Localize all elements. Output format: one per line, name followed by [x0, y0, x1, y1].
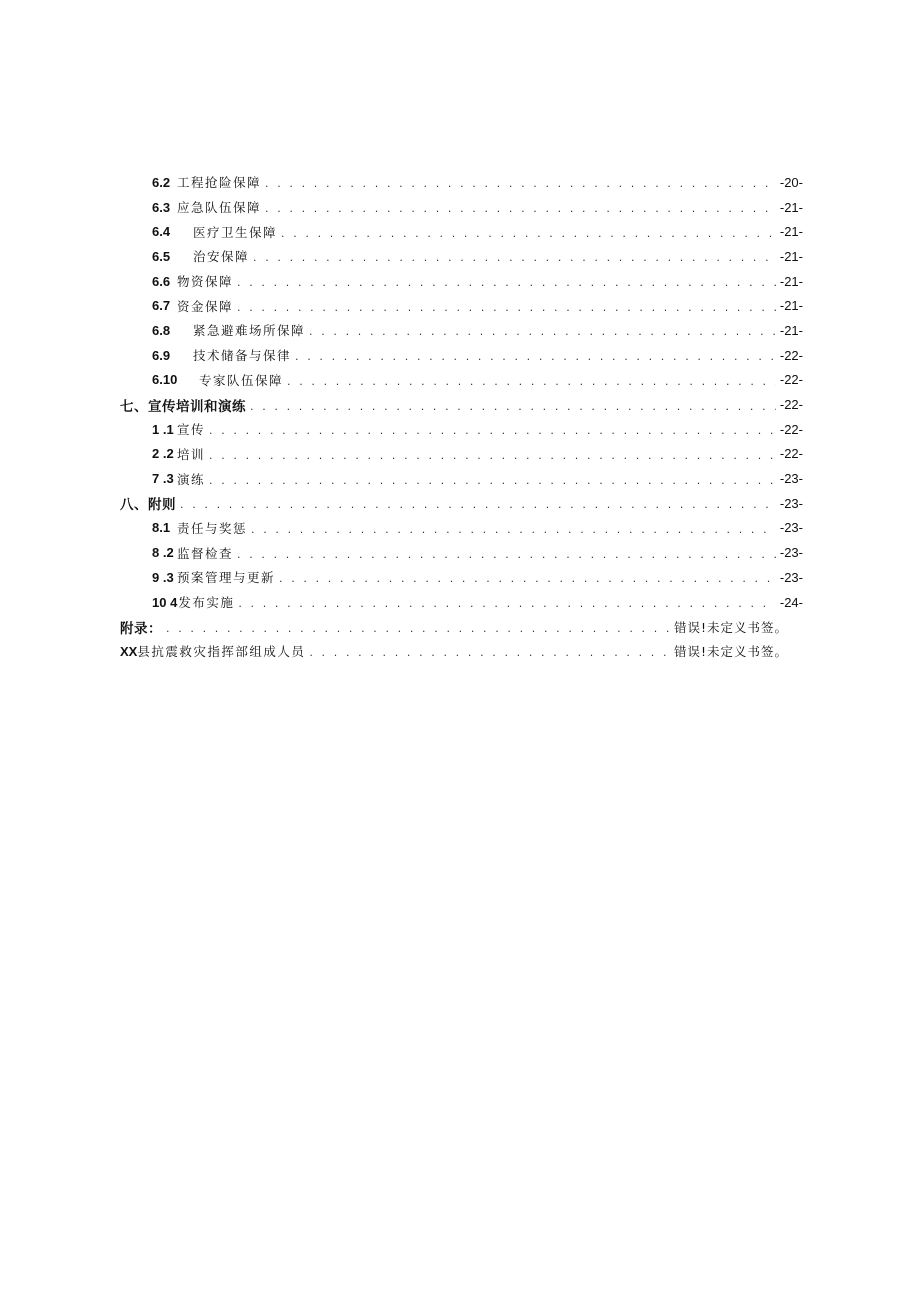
toc-title: 责任与奖惩 — [177, 520, 248, 536]
toc-entry-commanders[interactable] — [0, 639, 788, 664]
toc-number: 6.7 — [152, 298, 171, 314]
toc-entry-chapter-8[interactable] — [0, 491, 803, 516]
toc-page: -21- — [779, 273, 803, 289]
toc-title: 技术储备与保律 — [193, 348, 292, 364]
toc-entry-6-9[interactable] — [0, 343, 803, 368]
toc-entry-8-4[interactable] — [0, 590, 803, 615]
toc-entry-8-1[interactable] — [0, 516, 803, 541]
dot-leader — [209, 422, 776, 436]
toc-chapter-title: 附录： — [120, 620, 162, 637]
toc-title: 演练 — [177, 471, 206, 487]
toc-title: 发布实施 — [178, 595, 235, 611]
toc-page: -21- — [779, 248, 803, 264]
toc-entry-7-3[interactable] — [0, 466, 803, 491]
dot-leader — [281, 225, 776, 239]
toc-page: -23- — [779, 471, 803, 487]
toc-title: 县抗震救灾指挥部组成人员 — [137, 644, 306, 660]
toc-title: 专家队伍保障 — [199, 372, 284, 388]
toc-number: 6.9 — [152, 347, 171, 363]
dot-leader — [287, 373, 776, 387]
toc-page: -21- — [779, 322, 803, 338]
toc-page: -21- — [779, 298, 803, 314]
toc-entry-6-10[interactable] — [0, 368, 803, 393]
toc-number: 6.6 — [152, 273, 171, 289]
toc-title: 紧急避难场所保障 — [193, 323, 306, 339]
dot-leader — [253, 249, 776, 263]
toc-page: -22- — [779, 446, 803, 462]
dot-leader — [309, 323, 776, 337]
toc-page-error: 错误!未定义书签。 — [673, 644, 788, 660]
toc-title: 应急队伍保障 — [177, 200, 262, 216]
toc-number: 1 .1 — [152, 421, 174, 437]
toc-title: 资金保障 — [177, 298, 234, 314]
toc-entry-8-3[interactable] — [0, 565, 803, 590]
dot-leader — [265, 200, 776, 214]
toc-page: -22- — [779, 397, 803, 413]
toc-page: -24- — [779, 594, 803, 610]
toc-number: 6.4 — [152, 224, 171, 240]
toc-entry-6-6[interactable] — [0, 269, 803, 294]
toc-title: 宣传 — [177, 422, 206, 438]
toc-number: 2 .2 — [152, 446, 174, 462]
toc-entry-appendix[interactable] — [0, 614, 788, 639]
toc-page: -23- — [779, 569, 803, 585]
toc-page: -23- — [779, 520, 803, 536]
toc-entry-6-4[interactable] — [0, 219, 803, 244]
toc-page: -23- — [779, 495, 803, 511]
toc-chapter-title: 八、附则 — [120, 497, 176, 514]
toc-entry-chapter-7[interactable] — [0, 392, 803, 417]
toc-entry-7-2[interactable] — [0, 442, 803, 467]
toc-page: -22- — [779, 421, 803, 437]
dot-leader — [238, 595, 776, 609]
toc-chapter-title: 七、宣传培训和演练 — [120, 398, 246, 415]
toc-page: -22- — [779, 372, 803, 388]
toc-title: 工程抢险保障 — [177, 175, 262, 191]
toc-number: 8.1 — [152, 520, 171, 536]
toc-number: 7 .3 — [152, 471, 174, 487]
toc-entry-6-3[interactable] — [0, 195, 803, 220]
toc-number: 6.3 — [152, 199, 171, 215]
dot-leader — [265, 175, 776, 189]
toc-entry-6-5[interactable] — [0, 244, 803, 269]
toc-entry-6-8[interactable] — [0, 318, 803, 343]
toc-title: 培训 — [177, 446, 206, 462]
toc-number: 6.8 — [152, 322, 171, 338]
toc-page: -21- — [779, 224, 803, 240]
dot-leader — [166, 620, 670, 634]
toc-page: -21- — [779, 199, 803, 215]
toc-number: 6.2 — [152, 174, 171, 190]
dot-leader — [279, 570, 776, 584]
dot-leader — [295, 348, 776, 362]
toc-entry-6-7[interactable] — [0, 293, 803, 318]
toc-number: 10 4 — [152, 594, 178, 610]
toc-number: 6.10 — [152, 372, 178, 388]
dot-leader — [209, 472, 776, 486]
toc-page: -23- — [779, 545, 803, 561]
dot-leader — [209, 447, 776, 461]
toc-number: 9 .3 — [152, 569, 174, 585]
toc-entry-7-1[interactable] — [0, 417, 803, 442]
toc-page: -20- — [779, 174, 803, 190]
dot-leader — [180, 496, 776, 510]
toc-title: 监督检查 — [177, 545, 234, 561]
toc-title: 物资保障 — [177, 274, 234, 290]
toc-page: -22- — [779, 347, 803, 363]
toc-page-error: 错误!未定义书签。 — [673, 619, 788, 635]
dot-leader — [309, 644, 670, 658]
toc-entry-8-2[interactable] — [0, 540, 803, 565]
toc-number: 8 .2 — [152, 545, 174, 561]
toc-title: 预案管理与更新 — [177, 570, 276, 586]
dot-leader — [237, 546, 776, 560]
table-of-contents — [0, 170, 920, 664]
dot-leader — [237, 274, 776, 288]
toc-number: XX — [120, 643, 138, 659]
dot-leader — [250, 398, 776, 412]
toc-entry-6-2[interactable] — [0, 170, 803, 195]
dot-leader — [237, 299, 776, 313]
dot-leader — [251, 521, 776, 535]
toc-number: 6.5 — [152, 248, 171, 264]
toc-title: 治安保障 — [193, 249, 250, 265]
toc-title: 医疗卫生保障 — [193, 224, 278, 240]
